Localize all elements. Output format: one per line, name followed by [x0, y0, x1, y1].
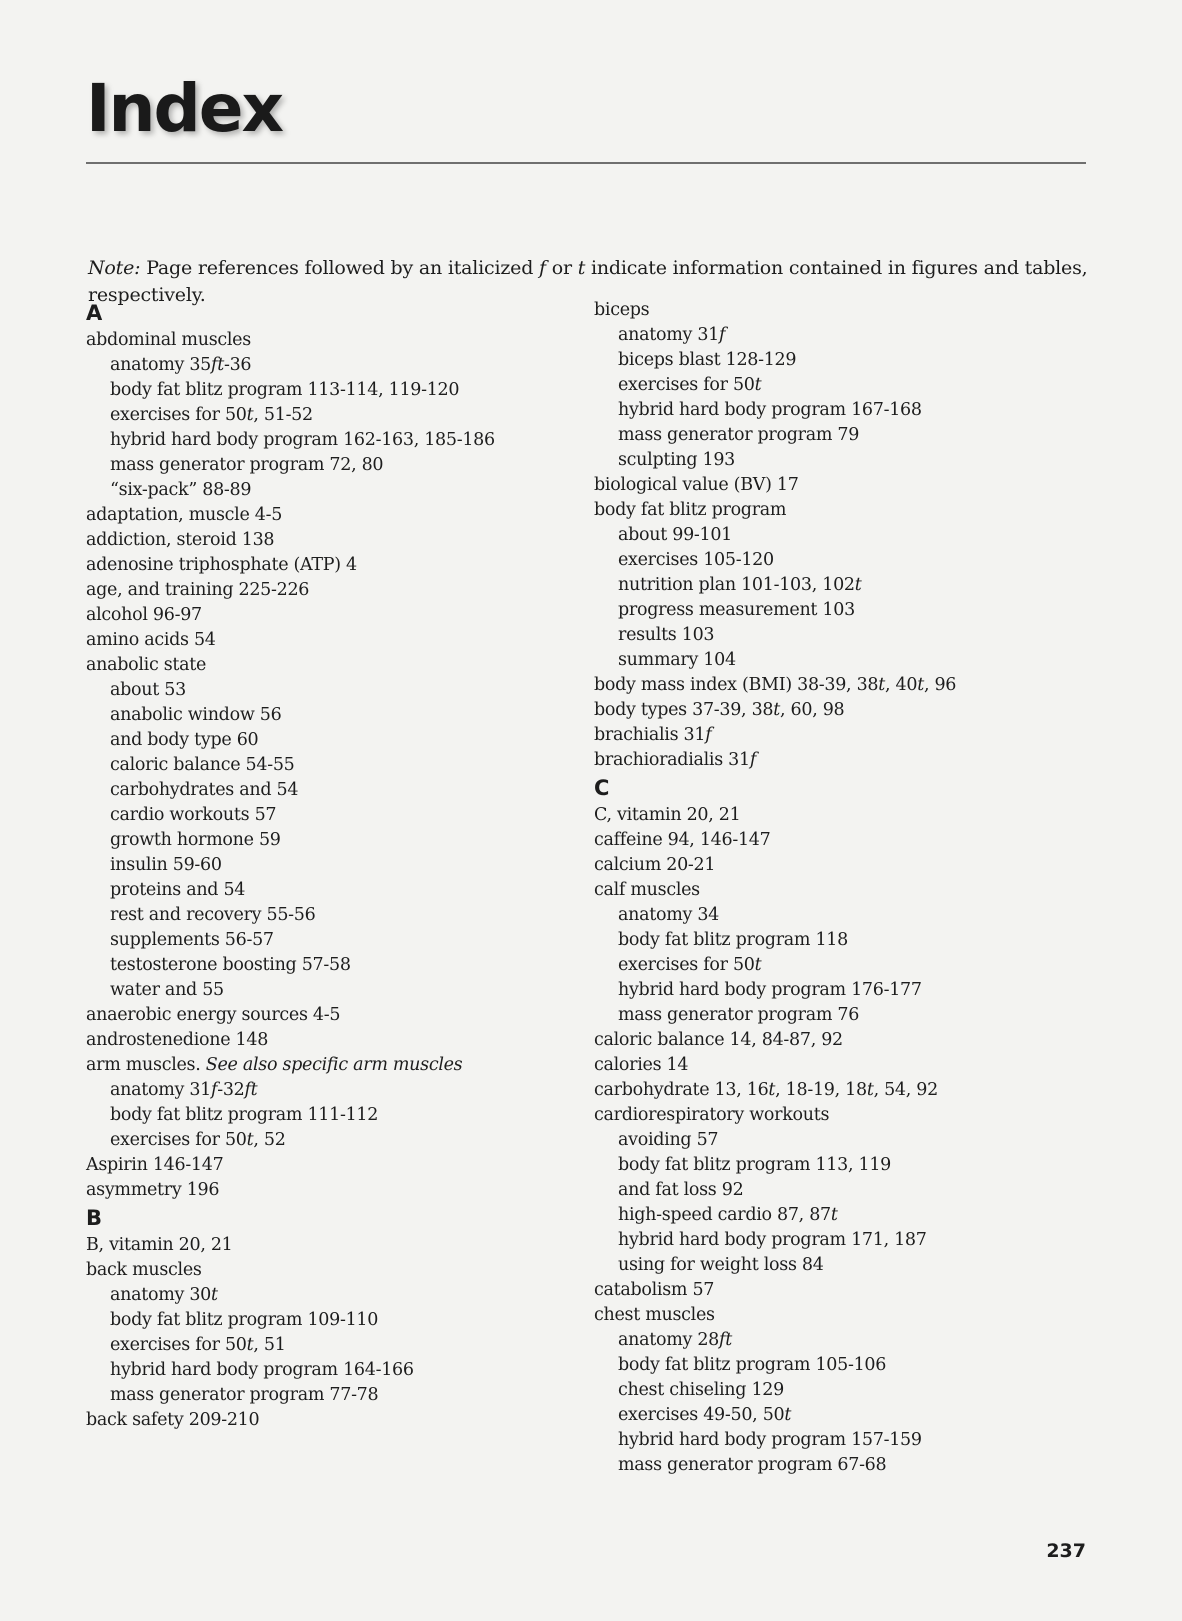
- entry-text: body fat blitz program 113-114, 119-120: [110, 380, 460, 400]
- italic-locator: f: [719, 325, 726, 345]
- italic-locator: t: [246, 405, 254, 425]
- index-subentry: [594, 978, 1064, 1003]
- entry-text: testosterone boosting 57-58: [110, 955, 351, 975]
- index-subentry: [594, 648, 1064, 673]
- entry-text: body mass index (BMI) 38-39, 38: [594, 675, 879, 695]
- index-subentry: [86, 1333, 556, 1358]
- entry-text: arm muscles.: [86, 1055, 206, 1075]
- entry-text: body fat blitz program: [594, 500, 787, 520]
- index-entry: [594, 698, 1064, 723]
- italic-locator: t: [866, 1080, 874, 1100]
- entry-text: caloric balance 14, 84-87, 92: [594, 1030, 843, 1050]
- entry-text: androstenedione 148: [86, 1030, 269, 1050]
- entry-text: insulin 59-60: [110, 855, 222, 875]
- note-f: f: [539, 257, 546, 279]
- italic-locator: See also specific arm muscles: [205, 1055, 463, 1075]
- entry-text: brachialis 31: [594, 725, 706, 745]
- index-subentry: [86, 978, 556, 1003]
- entry-text: hybrid hard body program 167-168: [618, 400, 922, 420]
- entry-text: catabolism 57: [594, 1280, 715, 1300]
- page-number: 237: [1046, 1540, 1086, 1562]
- entry-text: anabolic state: [86, 655, 207, 675]
- entry-text: anatomy 31: [618, 325, 720, 345]
- index-subentry: [86, 853, 556, 878]
- index-entry: [594, 498, 1064, 523]
- italic-locator: t: [754, 955, 762, 975]
- entry-text: about 99-101: [618, 525, 733, 545]
- entry-text: calf muscles: [594, 880, 700, 900]
- entry-text: progress measurement 103: [618, 600, 855, 620]
- index-subentry: [594, 348, 1064, 373]
- index-entry: [594, 1303, 1064, 1328]
- entry-text: , 96: [923, 675, 957, 695]
- entry-text: B, vitamin 20, 21: [86, 1235, 233, 1255]
- index-subentry: [594, 1203, 1064, 1228]
- index-entry: [594, 723, 1064, 748]
- entry-text: hybrid hard body program 171, 187: [618, 1230, 927, 1250]
- index-entry: [86, 1178, 556, 1203]
- index-subentry: [594, 1403, 1064, 1428]
- entry-text: anabolic window 56: [110, 705, 282, 725]
- index-subentry: [86, 428, 556, 453]
- entry-text: supplements 56-57: [110, 930, 274, 950]
- entry-text: mass generator program 79: [618, 425, 860, 445]
- entry-text: mass generator program 67-68: [618, 1455, 887, 1475]
- index-entry: [594, 473, 1064, 498]
- italic-locator: f: [749, 750, 757, 770]
- index-subentry: [86, 1103, 556, 1128]
- entry-text: anaerobic energy sources 4-5: [86, 1005, 341, 1025]
- entry-text: avoiding 57: [618, 1130, 719, 1150]
- entry-text: body types 37-39, 38: [594, 700, 774, 720]
- index-entry: [594, 803, 1064, 828]
- index-subentry: [86, 778, 556, 803]
- index-entry: [86, 628, 556, 653]
- entry-text: -36: [223, 355, 252, 375]
- entry-text: biological value (BV) 17: [594, 475, 799, 495]
- entry-text: alcohol 96-97: [86, 605, 202, 625]
- entry-text: body fat blitz program 118: [618, 930, 848, 950]
- index-subentry: [594, 1328, 1064, 1353]
- index-subentry: [594, 448, 1064, 473]
- entry-text: caffeine 94, 146-147: [594, 830, 771, 850]
- entry-text: exercises for 50: [618, 955, 755, 975]
- index-subentry: [594, 903, 1064, 928]
- entry-text: mass generator program 72, 80: [110, 455, 384, 475]
- entry-text: rest and recovery 55-56: [110, 905, 316, 925]
- entry-text: exercises 105-120: [618, 550, 774, 570]
- index-entry: [594, 1028, 1064, 1053]
- index-subentry: [86, 378, 556, 403]
- entry-text: water and 55: [110, 980, 224, 1000]
- index-subentry: [594, 1253, 1064, 1278]
- index-subentry: [594, 423, 1064, 448]
- entry-text: calcium 20-21: [594, 855, 716, 875]
- italic-locator: t: [246, 1130, 254, 1150]
- index-subentry: [86, 703, 556, 728]
- index-subentry: [594, 573, 1064, 598]
- index-entry: [594, 878, 1064, 903]
- entry-text: hybrid hard body program 164-166: [110, 1360, 414, 1380]
- entry-text: biceps: [594, 300, 650, 320]
- index-subentry: [86, 903, 556, 928]
- italic-locator: t: [878, 675, 885, 695]
- index-subentry: [86, 1078, 556, 1103]
- section-letter: A: [86, 301, 103, 325]
- index-subentry: [86, 1383, 556, 1408]
- entry-text: cardio workouts 57: [110, 805, 277, 825]
- entry-text: chest muscles: [594, 1305, 715, 1325]
- italic-locator: t: [768, 1080, 776, 1100]
- entry-text: high-speed cardio 87, 87: [618, 1205, 831, 1225]
- index-subentry: [594, 1128, 1064, 1153]
- entry-text: , 51: [253, 1335, 286, 1355]
- entry-text: , 40: [885, 675, 918, 695]
- index-subentry: [594, 598, 1064, 623]
- index-subentry: [594, 323, 1064, 348]
- index-subentry: [594, 1378, 1064, 1403]
- entry-text: proteins and 54: [110, 880, 246, 900]
- entry-text: “six-pack” 88-89: [110, 480, 252, 500]
- entry-text: Aspirin 146-147: [86, 1155, 224, 1175]
- entry-text: carbohydrate 13, 16: [594, 1080, 769, 1100]
- entry-text: hybrid hard body program 176-177: [618, 980, 922, 1000]
- entry-text: summary 104: [618, 650, 736, 670]
- entry-text: amino acids 54: [86, 630, 216, 650]
- italic-locator: t: [211, 1285, 218, 1305]
- index-entry: [594, 748, 1064, 773]
- index-subentry: [594, 1353, 1064, 1378]
- index-subentry: [86, 1128, 556, 1153]
- index-entry: [86, 328, 556, 353]
- index-entry: [86, 578, 556, 603]
- index-subentry: [86, 453, 556, 478]
- italic-locator: t: [854, 575, 862, 595]
- index-entry: [86, 503, 556, 528]
- index-entry: [86, 528, 556, 553]
- index-entry: [594, 1078, 1064, 1103]
- index-subentry: [86, 1308, 556, 1333]
- section-letter: B: [86, 1206, 103, 1230]
- entry-text: , 54, 92: [873, 1080, 938, 1100]
- entry-text: addiction, steroid 138: [86, 530, 275, 550]
- entry-text: anatomy 30: [110, 1285, 212, 1305]
- entry-text: body fat blitz program 111-112: [110, 1105, 379, 1125]
- italic-locator: t: [754, 375, 762, 395]
- italic-locator: t: [917, 675, 924, 695]
- entry-text: asymmetry 196: [86, 1180, 220, 1200]
- italic-locator: t: [773, 700, 780, 720]
- italic-locator: t: [830, 1205, 838, 1225]
- entry-text: adenosine triphosphate (ATP) 4: [86, 555, 357, 575]
- index-subentry: [594, 548, 1064, 573]
- entry-text: caloric balance 54-55: [110, 755, 295, 775]
- entry-text: hybrid hard body program 157-159: [618, 1430, 922, 1450]
- entry-text: exercises for 50: [110, 1335, 247, 1355]
- entry-text: calories 14: [594, 1055, 689, 1075]
- italic-locator: ft: [211, 355, 224, 375]
- index-subentry: [594, 398, 1064, 423]
- italic-locator: ft: [719, 1330, 732, 1350]
- entry-text: back safety 209-210: [86, 1410, 260, 1430]
- entry-text: body fat blitz program 105-106: [618, 1355, 887, 1375]
- entry-text: anatomy 35: [110, 355, 212, 375]
- entry-text: mass generator program 76: [618, 1005, 860, 1025]
- entry-text: cardiorespiratory workouts: [594, 1105, 830, 1125]
- note-text: Page references followed by an italicized: [140, 257, 540, 279]
- index-subentry: [86, 753, 556, 778]
- entry-text: -32: [217, 1080, 245, 1100]
- italic-locator: f: [211, 1080, 218, 1100]
- entry-text: anatomy 31: [110, 1080, 212, 1100]
- index-subentry: [86, 353, 556, 378]
- note-label: Note:: [88, 257, 141, 279]
- entry-text: biceps blast 128-129: [618, 350, 797, 370]
- entry-text: adaptation, muscle 4-5: [86, 505, 283, 525]
- index-subentry: [594, 1428, 1064, 1453]
- index-subentry: [86, 928, 556, 953]
- entry-text: anatomy 34: [618, 905, 720, 925]
- index-subentry: [594, 523, 1064, 548]
- entry-text: back muscles: [86, 1260, 202, 1280]
- entry-text: , 18-19, 18: [775, 1080, 867, 1100]
- index-entry: [86, 1233, 556, 1258]
- italic-locator: ft: [244, 1080, 258, 1100]
- index-subentry: [86, 728, 556, 753]
- entry-text: growth hormone 59: [110, 830, 281, 850]
- index-entry: [86, 653, 556, 678]
- entry-text: chest chiseling 129: [618, 1380, 784, 1400]
- index-subentry: [86, 403, 556, 428]
- index-entry: [594, 828, 1064, 853]
- note-t: t: [577, 257, 586, 279]
- index-entry: [594, 853, 1064, 878]
- entry-text: exercises for 50: [618, 375, 755, 395]
- index-entry: [86, 1408, 556, 1433]
- index-entry: [86, 1153, 556, 1178]
- index-subentry: [594, 953, 1064, 978]
- note-end: indicate information contained in figures and tables, respectively.: [88, 257, 1088, 306]
- index-entry: [86, 603, 556, 628]
- entry-text: body fat blitz program 109-110: [110, 1310, 379, 1330]
- entry-text: and body type 60: [110, 730, 259, 750]
- entry-text: nutrition plan 101-103, 102: [618, 575, 855, 595]
- index-subentry: [86, 953, 556, 978]
- entry-text: results 103: [618, 625, 715, 645]
- entry-text: mass generator program 77-78: [110, 1385, 379, 1405]
- italic-locator: t: [246, 1335, 254, 1355]
- index-entry: [86, 1053, 556, 1078]
- index-subentry: [594, 928, 1064, 953]
- entry-text: age, and training 225-226: [86, 580, 310, 600]
- entry-text: exercises 49-50, 50: [618, 1405, 785, 1425]
- index-column-left: [86, 298, 556, 1433]
- entry-text: using for weight loss 84: [618, 1255, 824, 1275]
- index-entry: [594, 673, 1064, 698]
- index-subentry: [594, 1003, 1064, 1028]
- index-subentry: [86, 828, 556, 853]
- index-entry: [594, 298, 1064, 323]
- index-subentry: [86, 478, 556, 503]
- index-subentry: [86, 878, 556, 903]
- index-subentry: [86, 678, 556, 703]
- section-letter: C: [594, 776, 610, 800]
- note-mid: or: [545, 257, 578, 279]
- entry-text: carbohydrates and 54: [110, 780, 299, 800]
- index-subentry: [86, 1283, 556, 1308]
- index-entry: [86, 1258, 556, 1283]
- index-subentry: [594, 1453, 1064, 1478]
- entry-text: hybrid hard body program 162-163, 185-186: [110, 430, 495, 450]
- index-subentry: [594, 373, 1064, 398]
- italic-locator: t: [784, 1405, 792, 1425]
- entry-text: abdominal muscles: [86, 330, 251, 350]
- entry-text: sculpting 193: [618, 450, 736, 470]
- entry-text: , 51-52: [253, 405, 313, 425]
- entry-text: about 53: [110, 680, 186, 700]
- entry-text: anatomy 28: [618, 1330, 720, 1350]
- index-subentry: [594, 623, 1064, 648]
- entry-text: brachioradialis 31: [594, 750, 750, 770]
- index-entry: [594, 1103, 1064, 1128]
- index-entry: [594, 1053, 1064, 1078]
- entry-text: exercises for 50: [110, 1130, 247, 1150]
- entry-text: C, vitamin 20, 21: [594, 805, 741, 825]
- index-subentry: [86, 803, 556, 828]
- italic-locator: f: [705, 725, 712, 745]
- index-entry: [86, 1028, 556, 1053]
- index-entry: [86, 553, 556, 578]
- entry-text: body fat blitz program 113, 119: [618, 1155, 891, 1175]
- index-subentry: [594, 1228, 1064, 1253]
- index-column-right: [594, 298, 1064, 1478]
- index-subentry: [594, 1153, 1064, 1178]
- page-title: Index: [86, 70, 283, 147]
- title-rule: [86, 162, 1086, 164]
- index-entry: [594, 1278, 1064, 1303]
- index-entry: [86, 1003, 556, 1028]
- entry-text: and fat loss 92: [618, 1180, 744, 1200]
- entry-text: , 60, 98: [780, 700, 845, 720]
- entry-text: , 52: [253, 1130, 286, 1150]
- entry-text: exercises for 50: [110, 405, 247, 425]
- index-subentry: [86, 1358, 556, 1383]
- index-subentry: [594, 1178, 1064, 1203]
